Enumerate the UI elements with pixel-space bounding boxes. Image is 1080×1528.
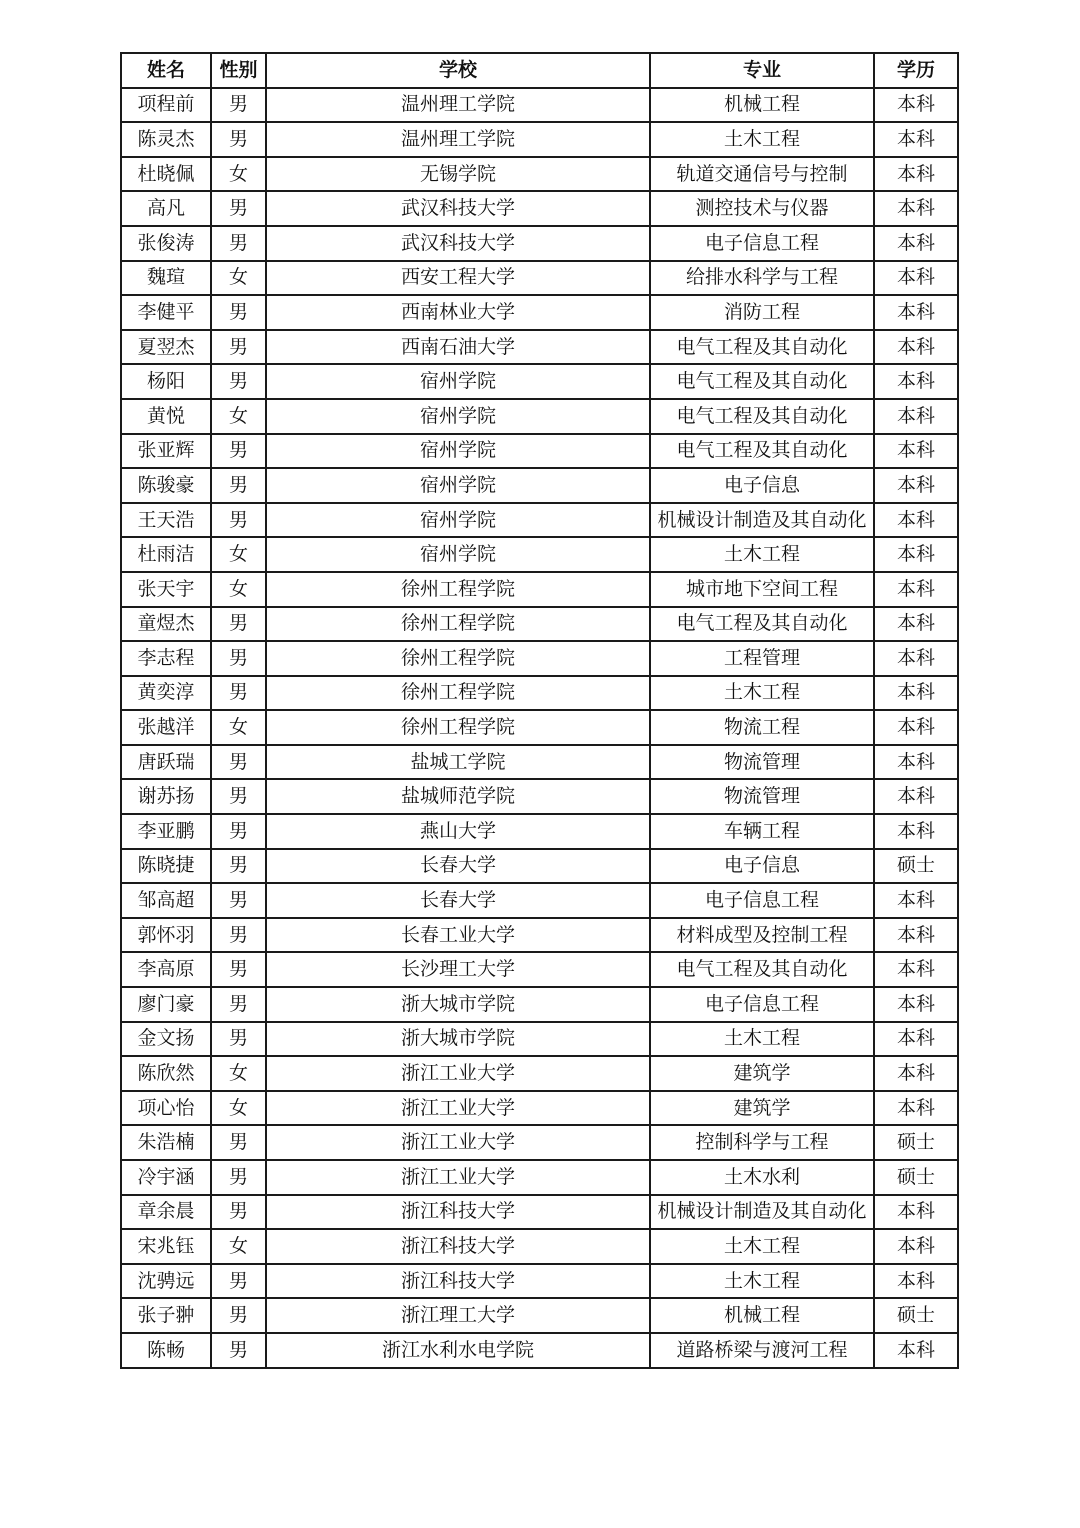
table-row <box>121 1298 958 1333</box>
cell-gender: 女 <box>211 261 266 296</box>
cell-gender: 男 <box>211 952 266 987</box>
table-row <box>121 191 958 226</box>
cell-major: 土木工程 <box>650 1229 874 1264</box>
cell-major: 电子信息工程 <box>650 226 874 261</box>
cell-degree: 本科 <box>874 745 958 780</box>
cell-gender: 女 <box>211 537 266 572</box>
cell-degree: 硕士 <box>874 849 958 884</box>
cell-school: 宿州学院 <box>266 537 650 572</box>
cell-name: 陈畅 <box>121 1333 211 1368</box>
table-row <box>121 1333 958 1368</box>
cell-gender: 男 <box>211 503 266 538</box>
cell-major: 工程管理 <box>650 641 874 676</box>
table-row <box>121 1195 958 1230</box>
table-row <box>121 468 958 503</box>
cell-name: 唐跃瑞 <box>121 745 211 780</box>
cell-degree: 本科 <box>874 1022 958 1057</box>
cell-degree: 本科 <box>874 226 958 261</box>
cell-degree: 本科 <box>874 710 958 745</box>
cell-name: 陈灵杰 <box>121 122 211 157</box>
table-row <box>121 537 958 572</box>
cell-name: 陈晓捷 <box>121 849 211 884</box>
cell-major: 土木工程 <box>650 1022 874 1057</box>
cell-school: 温州理工学院 <box>266 88 650 123</box>
cell-degree: 本科 <box>874 261 958 296</box>
cell-gender: 男 <box>211 849 266 884</box>
cell-name: 朱浩楠 <box>121 1125 211 1160</box>
table-row <box>121 572 958 607</box>
table-row <box>121 849 958 884</box>
cell-major: 消防工程 <box>650 295 874 330</box>
cell-name: 沈骋远 <box>121 1264 211 1299</box>
header-gender: 性别 <box>211 53 266 88</box>
cell-degree: 硕士 <box>874 1160 958 1195</box>
cell-gender: 女 <box>211 572 266 607</box>
cell-degree: 本科 <box>874 468 958 503</box>
cell-school: 无锡学院 <box>266 157 650 192</box>
cell-name: 张俊涛 <box>121 226 211 261</box>
cell-name: 杜雨洁 <box>121 537 211 572</box>
cell-gender: 男 <box>211 434 266 469</box>
cell-name: 黄奕淳 <box>121 676 211 711</box>
table-row <box>121 676 958 711</box>
cell-major: 物流工程 <box>650 710 874 745</box>
cell-major: 电气工程及其自动化 <box>650 607 874 642</box>
cell-gender: 男 <box>211 191 266 226</box>
cell-name: 金文扬 <box>121 1022 211 1057</box>
cell-school: 宿州学院 <box>266 364 650 399</box>
cell-school: 西安工程大学 <box>266 261 650 296</box>
cell-degree: 本科 <box>874 676 958 711</box>
cell-name: 杨阳 <box>121 364 211 399</box>
cell-major: 建筑学 <box>650 1091 874 1126</box>
table-row <box>121 1125 958 1160</box>
cell-major: 电气工程及其自动化 <box>650 364 874 399</box>
cell-school: 宿州学院 <box>266 434 650 469</box>
cell-major: 给排水科学与工程 <box>650 261 874 296</box>
cell-degree: 本科 <box>874 572 958 607</box>
cell-gender: 女 <box>211 1056 266 1091</box>
cell-school: 长春工业大学 <box>266 918 650 953</box>
cell-degree: 本科 <box>874 122 958 157</box>
cell-name: 郭怀羽 <box>121 918 211 953</box>
cell-school: 浙江工业大学 <box>266 1160 650 1195</box>
table-row <box>121 122 958 157</box>
table-row <box>121 814 958 849</box>
cell-gender: 女 <box>211 1229 266 1264</box>
cell-gender: 男 <box>211 814 266 849</box>
cell-name: 张越洋 <box>121 710 211 745</box>
cell-gender: 男 <box>211 1125 266 1160</box>
cell-major: 车辆工程 <box>650 814 874 849</box>
cell-school: 徐州工程学院 <box>266 572 650 607</box>
cell-school: 宿州学院 <box>266 399 650 434</box>
cell-gender: 女 <box>211 1091 266 1126</box>
cell-school: 温州理工学院 <box>266 122 650 157</box>
cell-major: 电气工程及其自动化 <box>650 399 874 434</box>
cell-degree: 本科 <box>874 1333 958 1368</box>
cell-major: 土木工程 <box>650 537 874 572</box>
cell-school: 浙江工业大学 <box>266 1056 650 1091</box>
cell-major: 土木水利 <box>650 1160 874 1195</box>
table-row <box>121 641 958 676</box>
cell-gender: 男 <box>211 883 266 918</box>
cell-gender: 男 <box>211 918 266 953</box>
cell-name: 张天宇 <box>121 572 211 607</box>
cell-school: 盐城工学院 <box>266 745 650 780</box>
cell-gender: 男 <box>211 468 266 503</box>
cell-name: 高凡 <box>121 191 211 226</box>
cell-school: 浙江理工大学 <box>266 1298 650 1333</box>
cell-name: 冷宇涵 <box>121 1160 211 1195</box>
table-row <box>121 1056 958 1091</box>
cell-degree: 本科 <box>874 330 958 365</box>
table-row <box>121 710 958 745</box>
table-row <box>121 987 958 1022</box>
cell-major: 道路桥梁与渡河工程 <box>650 1333 874 1368</box>
cell-school: 浙大城市学院 <box>266 1022 650 1057</box>
cell-degree: 本科 <box>874 399 958 434</box>
cell-gender: 男 <box>211 330 266 365</box>
cell-school: 长春大学 <box>266 849 650 884</box>
cell-school: 浙江科技大学 <box>266 1229 650 1264</box>
cell-major: 土木工程 <box>650 1264 874 1299</box>
table-row <box>121 261 958 296</box>
table-row <box>121 330 958 365</box>
cell-major: 电子信息工程 <box>650 987 874 1022</box>
cell-name: 黄悦 <box>121 399 211 434</box>
cell-degree: 硕士 <box>874 1298 958 1333</box>
table-body <box>121 88 958 1368</box>
cell-name: 夏翌杰 <box>121 330 211 365</box>
cell-major: 电气工程及其自动化 <box>650 330 874 365</box>
cell-name: 廖门豪 <box>121 987 211 1022</box>
header-row <box>121 53 958 88</box>
cell-name: 陈骏豪 <box>121 468 211 503</box>
cell-school: 徐州工程学院 <box>266 710 650 745</box>
cell-degree: 硕士 <box>874 1125 958 1160</box>
cell-degree: 本科 <box>874 814 958 849</box>
cell-degree: 本科 <box>874 952 958 987</box>
cell-degree: 本科 <box>874 1091 958 1126</box>
header-major: 专业 <box>650 53 874 88</box>
cell-major: 物流管理 <box>650 745 874 780</box>
cell-school: 宿州学院 <box>266 503 650 538</box>
roster-table <box>120 52 959 1369</box>
table-row <box>121 1022 958 1057</box>
table-row <box>121 883 958 918</box>
cell-school: 浙江科技大学 <box>266 1264 650 1299</box>
table-row <box>121 399 958 434</box>
cell-major: 机械设计制造及其自动化 <box>650 503 874 538</box>
cell-school: 长春大学 <box>266 883 650 918</box>
table-row <box>121 226 958 261</box>
cell-major: 建筑学 <box>650 1056 874 1091</box>
cell-school: 浙大城市学院 <box>266 987 650 1022</box>
table-row <box>121 503 958 538</box>
cell-name: 项程前 <box>121 88 211 123</box>
table-row <box>121 918 958 953</box>
cell-degree: 本科 <box>874 779 958 814</box>
cell-name: 谢苏扬 <box>121 779 211 814</box>
cell-name: 张亚辉 <box>121 434 211 469</box>
cell-gender: 男 <box>211 122 266 157</box>
cell-gender: 女 <box>211 157 266 192</box>
cell-major: 土木工程 <box>650 122 874 157</box>
cell-degree: 本科 <box>874 1229 958 1264</box>
cell-gender: 男 <box>211 676 266 711</box>
cell-name: 李志程 <box>121 641 211 676</box>
cell-name: 童煜杰 <box>121 607 211 642</box>
cell-major: 控制科学与工程 <box>650 1125 874 1160</box>
cell-major: 土木工程 <box>650 676 874 711</box>
table-row <box>121 952 958 987</box>
cell-name: 章余晨 <box>121 1195 211 1230</box>
cell-degree: 本科 <box>874 987 958 1022</box>
cell-name: 陈欣然 <box>121 1056 211 1091</box>
cell-gender: 男 <box>211 1195 266 1230</box>
cell-gender: 男 <box>211 641 266 676</box>
cell-major: 材料成型及控制工程 <box>650 918 874 953</box>
cell-gender: 男 <box>211 1298 266 1333</box>
table-row <box>121 157 958 192</box>
cell-school: 盐城师范学院 <box>266 779 650 814</box>
table-row <box>121 88 958 123</box>
cell-degree: 本科 <box>874 1195 958 1230</box>
table-row <box>121 434 958 469</box>
cell-name: 王天浩 <box>121 503 211 538</box>
cell-major: 电气工程及其自动化 <box>650 952 874 987</box>
cell-degree: 本科 <box>874 883 958 918</box>
cell-degree: 本科 <box>874 364 958 399</box>
cell-gender: 女 <box>211 399 266 434</box>
cell-gender: 男 <box>211 779 266 814</box>
table-row <box>121 1264 958 1299</box>
cell-degree: 本科 <box>874 607 958 642</box>
cell-degree: 本科 <box>874 295 958 330</box>
cell-school: 宿州学院 <box>266 468 650 503</box>
cell-name: 邹高超 <box>121 883 211 918</box>
cell-degree: 本科 <box>874 191 958 226</box>
cell-degree: 本科 <box>874 1056 958 1091</box>
cell-degree: 本科 <box>874 157 958 192</box>
cell-school: 徐州工程学院 <box>266 641 650 676</box>
cell-gender: 男 <box>211 1264 266 1299</box>
cell-name: 宋兆钰 <box>121 1229 211 1264</box>
cell-school: 西南林业大学 <box>266 295 650 330</box>
header-name: 姓名 <box>121 53 211 88</box>
cell-gender: 男 <box>211 607 266 642</box>
cell-school: 浙江水利水电学院 <box>266 1333 650 1368</box>
cell-gender: 男 <box>211 364 266 399</box>
table-row <box>121 295 958 330</box>
cell-school: 浙江工业大学 <box>266 1125 650 1160</box>
table-row <box>121 745 958 780</box>
cell-major: 测控技术与仪器 <box>650 191 874 226</box>
cell-major: 城市地下空间工程 <box>650 572 874 607</box>
cell-major: 机械工程 <box>650 1298 874 1333</box>
cell-gender: 男 <box>211 295 266 330</box>
cell-school: 浙江科技大学 <box>266 1195 650 1230</box>
cell-gender: 男 <box>211 987 266 1022</box>
cell-major: 电子信息 <box>650 468 874 503</box>
cell-name: 李高原 <box>121 952 211 987</box>
cell-name: 杜晓佩 <box>121 157 211 192</box>
table-row <box>121 364 958 399</box>
cell-degree: 本科 <box>874 1264 958 1299</box>
table-row <box>121 1160 958 1195</box>
roster-sheet <box>120 52 957 1369</box>
cell-school: 长沙理工大学 <box>266 952 650 987</box>
cell-degree: 本科 <box>874 434 958 469</box>
cell-degree: 本科 <box>874 918 958 953</box>
table-row <box>121 1091 958 1126</box>
cell-major: 电子信息 <box>650 849 874 884</box>
cell-gender: 男 <box>211 88 266 123</box>
cell-degree: 本科 <box>874 537 958 572</box>
cell-major: 电子信息工程 <box>650 883 874 918</box>
cell-school: 武汉科技大学 <box>266 226 650 261</box>
cell-gender: 女 <box>211 710 266 745</box>
table-row <box>121 1229 958 1264</box>
cell-degree: 本科 <box>874 641 958 676</box>
cell-major: 电气工程及其自动化 <box>650 434 874 469</box>
cell-gender: 男 <box>211 1333 266 1368</box>
cell-name: 李健平 <box>121 295 211 330</box>
cell-degree: 本科 <box>874 88 958 123</box>
cell-gender: 男 <box>211 1022 266 1057</box>
cell-gender: 男 <box>211 1160 266 1195</box>
cell-major: 机械工程 <box>650 88 874 123</box>
cell-name: 项心怡 <box>121 1091 211 1126</box>
cell-school: 燕山大学 <box>266 814 650 849</box>
cell-name: 魏瑄 <box>121 261 211 296</box>
header-degree: 学历 <box>874 53 958 88</box>
cell-school: 徐州工程学院 <box>266 676 650 711</box>
cell-major: 物流管理 <box>650 779 874 814</box>
table-row <box>121 607 958 642</box>
cell-major: 机械设计制造及其自动化 <box>650 1195 874 1230</box>
cell-school: 武汉科技大学 <box>266 191 650 226</box>
cell-school: 徐州工程学院 <box>266 607 650 642</box>
cell-major: 轨道交通信号与控制 <box>650 157 874 192</box>
header-school: 学校 <box>266 53 650 88</box>
cell-name: 张子翀 <box>121 1298 211 1333</box>
cell-degree: 本科 <box>874 503 958 538</box>
cell-gender: 男 <box>211 745 266 780</box>
cell-name: 李亚鹏 <box>121 814 211 849</box>
table-row <box>121 779 958 814</box>
cell-gender: 男 <box>211 226 266 261</box>
cell-school: 浙江工业大学 <box>266 1091 650 1126</box>
table-header <box>121 53 958 88</box>
cell-school: 西南石油大学 <box>266 330 650 365</box>
